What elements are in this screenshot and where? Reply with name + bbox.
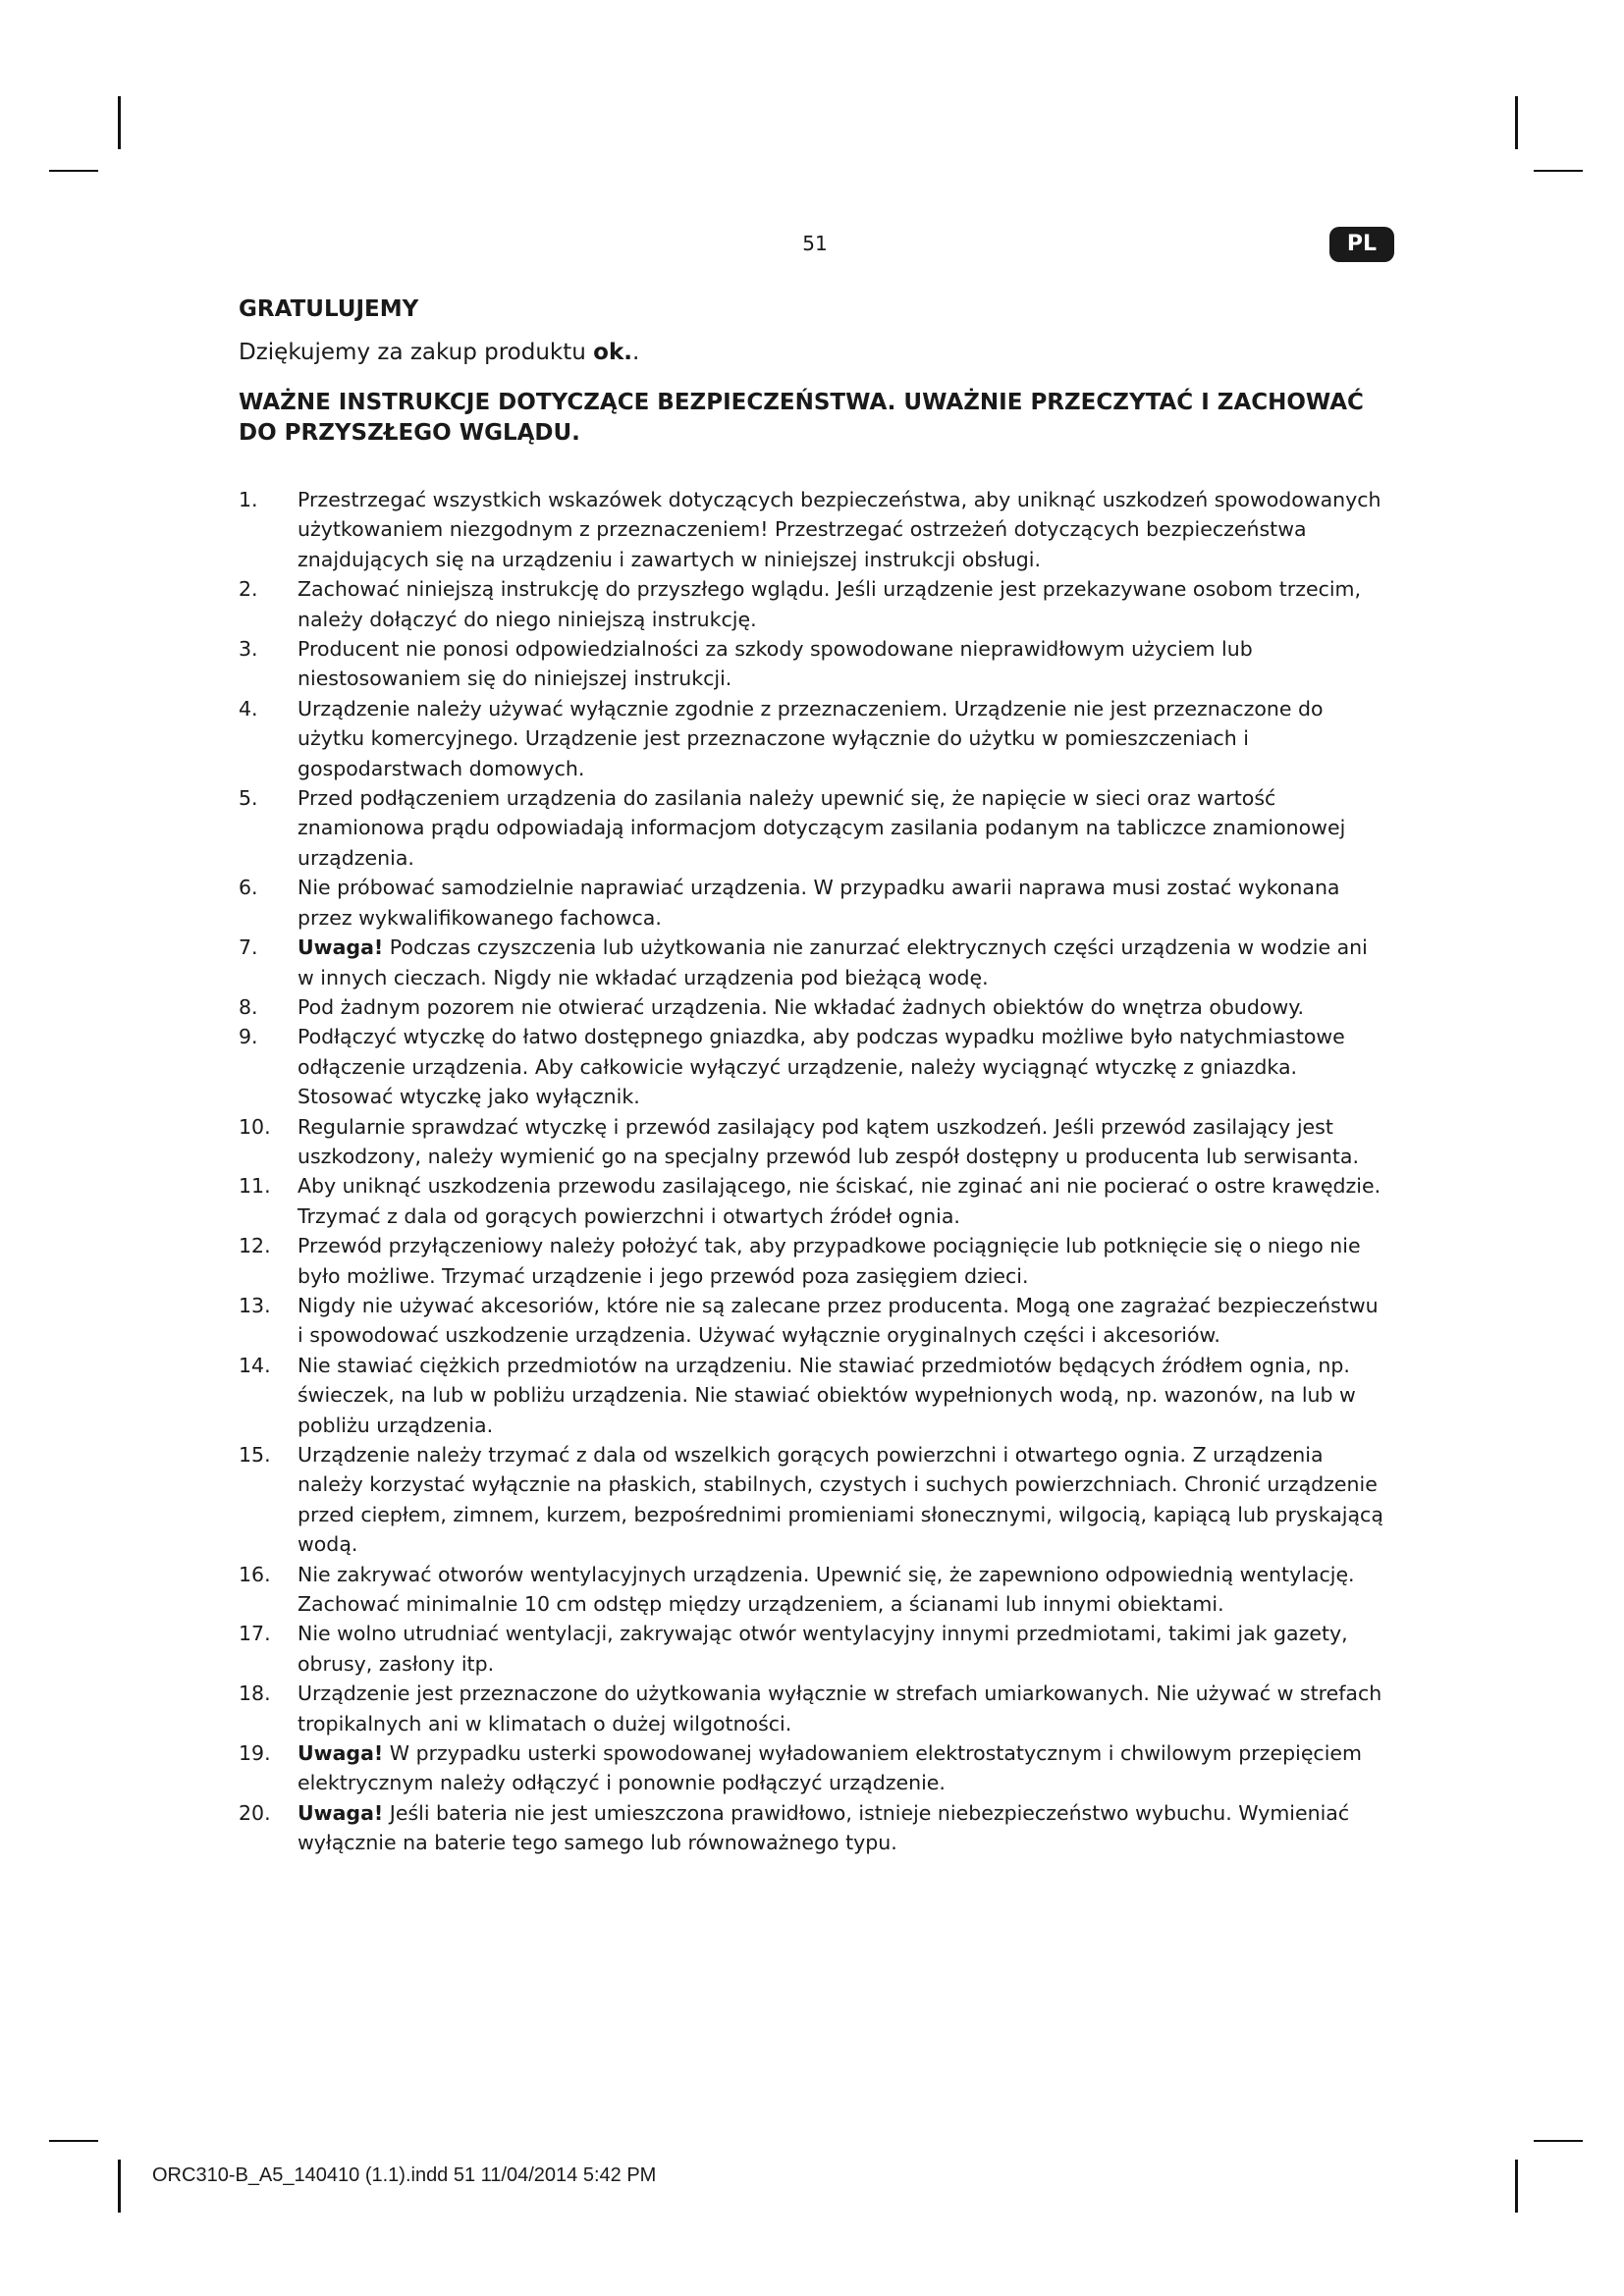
instruction-item bbox=[239, 1171, 1387, 1231]
page-number: 51 bbox=[802, 232, 828, 255]
thanks-suffix: . bbox=[632, 340, 640, 365]
instruction-item bbox=[239, 1112, 1387, 1172]
instruction-text: Przed podłączeniem urządzenia do zasilania należy upewnić się, że napięcie w sieci oraz wartość znamionowa prądu odpowiadają informacjom dotyczącym zasilania podanym na tabliczce znamionowej urządzenia. bbox=[298, 786, 1346, 870]
instruction-text: Nie wolno utrudniać wentylacji, zakrywając otwór wentylacyjny innymi przedmiotami, takimi jak gazety, obrusy, zasłony itp. bbox=[298, 1622, 1348, 1676]
crop-mark-bottom-right-horizontal bbox=[1534, 2140, 1583, 2142]
instruction-text: Urządzenie należy trzymać z dala od wszelkich gorących powierzchni i otwartego ognia. Z urządzenia należy korzystać wyłącznie na płaskich, stabilnych, czystych i suchych powierzchniach. Chronić urządzenie przed ciepłem, zimnem, kurzem, bezpośrednimi promieniami słonecznymi, wilgocią, kapiącą lub pryskającą wodą. bbox=[298, 1443, 1383, 1557]
instruction-item bbox=[239, 485, 1387, 574]
instruction-text: Aby uniknąć uszkodzenia przewodu zasilającego, nie ściskać, nie zginać ani nie pocierać o ostre krawędzie. Trzymać z dala od gorących powierzchni i otwartych źródeł ognia. bbox=[298, 1174, 1381, 1228]
thanks-text: Dziękujemy za zakup produktu bbox=[239, 340, 594, 365]
instruction-number: 16. bbox=[239, 1562, 271, 1586]
warning-label: Uwaga! bbox=[298, 935, 384, 960]
instruction-item bbox=[239, 574, 1387, 634]
crop-mark-bottom-left-horizontal bbox=[49, 2140, 98, 2142]
instruction-number: 9. bbox=[239, 1025, 258, 1049]
instruction-number: 19. bbox=[239, 1741, 271, 1766]
instruction-item bbox=[239, 1738, 1387, 1798]
crop-mark-top-left-vertical bbox=[118, 96, 121, 149]
crop-mark-top-right-vertical bbox=[1515, 96, 1518, 149]
instruction-number: 11. bbox=[239, 1174, 271, 1199]
congratulations-heading: GRATULUJEMY bbox=[239, 296, 419, 322]
instruction-item bbox=[239, 783, 1387, 873]
instruction-number: 10. bbox=[239, 1114, 271, 1139]
instruction-text: Urządzenie jest przeznaczone do użytkowania wyłącznie w strefach umiarkowanych. Nie używać w strefach tropikalnych ani w klimatach o dużej wilgotności. bbox=[298, 1682, 1382, 1735]
instruction-text: Przewód przyłączeniowy należy położyć tak, aby przypadkowe pociągnięcie lub potknięcie się o niego nie było możliwe. Trzymać urządzenie i jego przewód poza zasięgiem dzieci. bbox=[298, 1234, 1361, 1288]
instruction-number: 6. bbox=[239, 876, 258, 900]
instruction-number: 15. bbox=[239, 1443, 271, 1467]
instruction-item bbox=[239, 1798, 1387, 1858]
language-badge: PL bbox=[1329, 227, 1394, 262]
instruction-text: W przypadku usterki spowodowanej wyładowaniem elektrostatycznym i chwilowym przepięciem elektrycznym należy odłączyć i ponownie podłączyć urządzenie. bbox=[298, 1741, 1362, 1795]
instruction-text: Nie próbować samodzielnie naprawiać urządzenia. W przypadku awarii naprawa musi zostać wykonana przez wykwalifikowanego fachowca. bbox=[298, 876, 1340, 930]
instruction-text: Producent nie ponosi odpowiedzialności za szkody spowodowane nieprawidłowym użyciem lub niestosowaniem się do niniejszej instrukcji. bbox=[298, 637, 1253, 691]
instruction-text: Nie stawiać ciężkich przedmiotów na urządzeniu. Nie stawiać przedmiotów będących źródłem ognia, np. świeczek, na lub w pobliżu urządzenia. Nie stawiać obiektów wypełnionych wodą, np. wazonów, na lub w pobliżu urządzenia. bbox=[298, 1353, 1356, 1437]
instruction-text: Podłączyć wtyczkę do łatwo dostępnego gniazdka, aby podczas wypadku możliwe było natychmiastowe odłączenie urządzenia. Aby całkowicie wyłączyć urządzenie, należy wyciągnąć wtyczkę z gniazdka. Stosować wtyczkę jako wyłącznik. bbox=[298, 1025, 1345, 1109]
instruction-number: 12. bbox=[239, 1234, 271, 1258]
instruction-number: 3. bbox=[239, 637, 258, 662]
instruction-item bbox=[239, 1351, 1387, 1440]
instruction-text: Zachować niniejszą instrukcję do przyszłego wglądu. Jeśli urządzenie jest przekazywane osobom trzecim, należy dołączyć do niego niniejszą instrukcję. bbox=[298, 577, 1362, 631]
warning-label: Uwaga! bbox=[298, 1800, 384, 1825]
instruction-item bbox=[239, 1022, 1387, 1111]
instruction-item bbox=[239, 1440, 1387, 1560]
brand-name: ok. bbox=[593, 340, 632, 365]
instruction-number: 20. bbox=[239, 1800, 271, 1825]
crop-mark-bottom-left-vertical bbox=[118, 2160, 121, 2213]
instruction-item bbox=[239, 1560, 1387, 1620]
safety-instructions-list bbox=[239, 485, 1387, 1858]
instruction-item bbox=[239, 992, 1387, 1022]
instruction-item bbox=[239, 634, 1387, 694]
crop-mark-top-right-horizontal bbox=[1534, 170, 1583, 172]
instruction-item bbox=[239, 1619, 1387, 1679]
instruction-text: Pod żadnym pozorem nie otwierać urządzenia. Nie wkładać żadnych obiektów do wnętrza obudowy. bbox=[298, 994, 1304, 1019]
instruction-number: 18. bbox=[239, 1682, 271, 1706]
instruction-item bbox=[239, 1231, 1387, 1291]
instruction-text: Urządzenie należy używać wyłącznie zgodnie z przeznaczeniem. Urządzenie nie jest przeznaczone do użytku komercyjnego. Urządzenie jest przeznaczone wyłącznie do użytku w pomieszczeniach i gospodarstwach domowych. bbox=[298, 696, 1324, 780]
instruction-number: 14. bbox=[239, 1353, 271, 1377]
crop-mark-top-left-horizontal bbox=[49, 170, 98, 172]
crop-mark-bottom-right-vertical bbox=[1515, 2160, 1518, 2213]
warning-label: Uwaga! bbox=[298, 1741, 384, 1766]
print-info-footer: ORC310-B_A5_140410 (1.1).indd 51 11/04/2014 5:42 PM bbox=[152, 2164, 657, 2186]
instruction-item bbox=[239, 1291, 1387, 1351]
instruction-text: Jeśli bateria nie jest umieszczona prawidłowo, istnieje niebezpieczeństwo wybuchu. Wymieniać wyłącznie na baterie tego samego lub równoważnego typu. bbox=[298, 1800, 1350, 1855]
page-content bbox=[239, 294, 1387, 1858]
instruction-text: Nigdy nie używać akcesoriów, które nie są zalecane przez producenta. Mogą one zagrażać bezpieczeństwu i spowodować uszkodzenie urządzenia. Używać wyłącznie oryginalnych części i akcesoriów. bbox=[298, 1293, 1379, 1348]
instruction-item bbox=[239, 873, 1387, 933]
instruction-text: Regularnie sprawdzać wtyczkę i przewód zasilający pod kątem uszkodzeń. Jeśli przewód zasilający jest uszkodzony, należy wymienić go na specjalny przewód lub zespół dostępny u producenta lub serwisanta. bbox=[298, 1114, 1359, 1168]
instruction-text: Przestrzegać wszystkich wskazówek dotyczących bezpieczeństwa, aby uniknąć uszkodzeń spowodowanych użytkowaniem niezgodnym z przeznaczeniem! Przestrzegać ostrzeżeń dotyczących bezpieczeństwa znajdujących się na urządzeniu i zawartych w niniejszej instrukcji obsługi. bbox=[298, 488, 1381, 571]
instruction-number: 13. bbox=[239, 1293, 271, 1317]
instruction-number: 17. bbox=[239, 1622, 271, 1646]
instruction-number: 7. bbox=[239, 935, 258, 960]
instruction-number: 2. bbox=[239, 577, 258, 602]
instruction-number: 4. bbox=[239, 696, 258, 721]
instruction-number: 8. bbox=[239, 994, 258, 1019]
instruction-number: 5. bbox=[239, 786, 258, 811]
instruction-item bbox=[239, 933, 1387, 992]
instruction-text: Nie zakrywać otworów wentylacyjnych urządzenia. Upewnić się, że zapewniono odpowiednią wentylację. Zachować minimalnie 10 cm odstęp między urządzeniem, a ścianami lub innymi obiektami. bbox=[298, 1562, 1355, 1617]
instruction-item bbox=[239, 1679, 1387, 1738]
thanks-line bbox=[239, 338, 1387, 368]
safety-instructions-heading: WAŻNE INSTRUKCJE DOTYCZĄCE BEZPIECZEŃSTWA. UWAŻNIE PRZECZYTAĆ I ZACHOWAĆ DO PRZYSZŁEGO WGLĄDU. bbox=[239, 390, 1364, 446]
instruction-text: Podczas czyszczenia lub użytkowania nie zanurzać elektrycznych części urządzenia w wodzie ani w innych cieczach. Nigdy nie wkładać urządzenia pod bieżącą wodę. bbox=[298, 935, 1368, 989]
instruction-item bbox=[239, 694, 1387, 783]
instruction-number: 1. bbox=[239, 488, 258, 511]
